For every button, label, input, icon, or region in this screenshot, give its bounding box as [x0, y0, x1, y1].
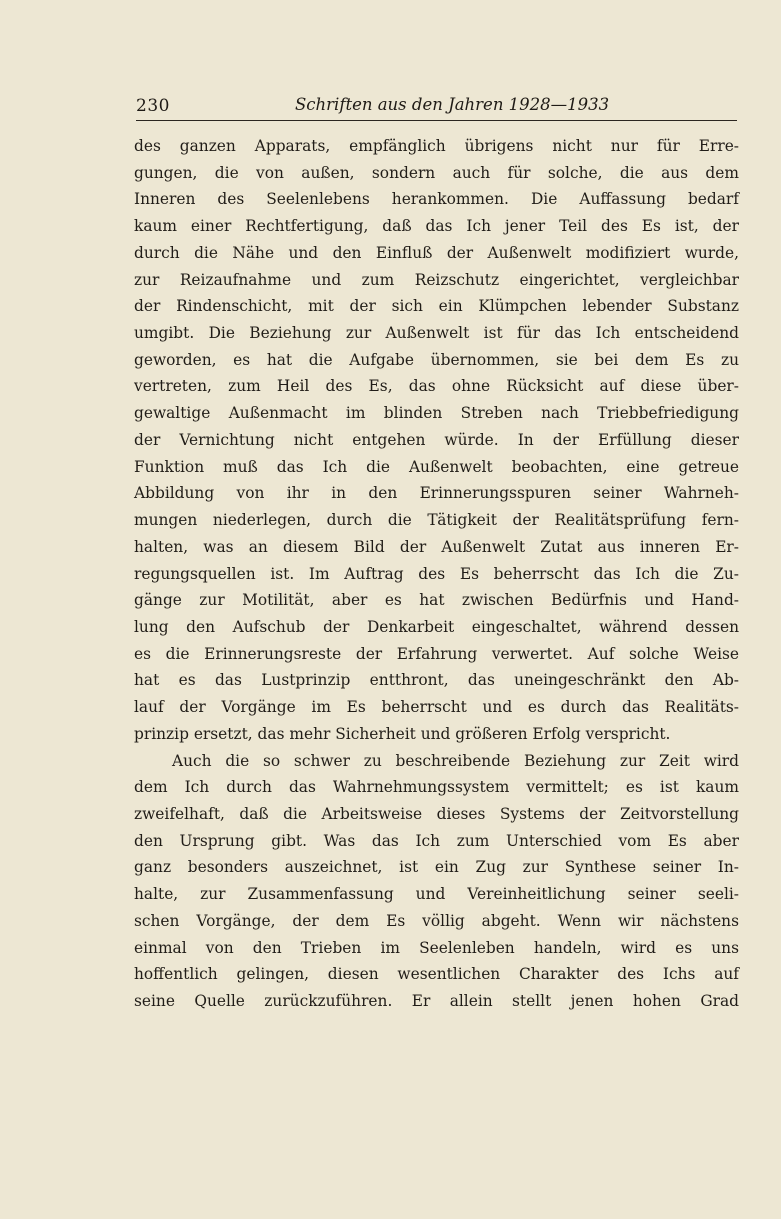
- body-text: [134, 133, 739, 1015]
- text-line: der Rindenschicht, mit der sich ein Klümpchen lebender Substanz: [134, 297, 739, 316]
- text-line: den Ursprung gibt. Was das Ich zum Unterschied vom Es aber: [134, 831, 739, 850]
- text-line: zweifelhaft, daß die Arbeitsweise dieses Systems der Zeitvorstellung: [134, 804, 739, 823]
- running-head: [136, 90, 737, 121]
- text-line: regungsquellen ist. Im Auftrag des Es beherrscht das Ich die Zu-: [134, 564, 739, 583]
- paragraph-end-line: prinzip ersetzt, das mehr Sicherheit und größeren Erfolg verspricht.: [134, 724, 671, 743]
- text-line: hoffentlich gelingen, diesen wesentlichen Charakter des Ichs auf: [134, 965, 739, 984]
- text-line: gänge zur Motilität, aber es hat zwischen Bedürfnis und Hand-: [134, 591, 739, 610]
- text-line: gungen, die von außen, sondern auch für solche, die aus dem: [134, 163, 739, 182]
- text-line: dem Ich durch das Wahrnehmungssystem vermittelt; es ist kaum: [134, 778, 739, 797]
- text-line: halten, was an diesem Bild der Außenwelt Zutat aus inneren Er-: [134, 537, 739, 556]
- page-number: 230: [136, 96, 170, 116]
- text-line: gewaltige Außenmacht im blinden Streben nach Triebbefriedigung: [134, 404, 739, 423]
- text-line: Inneren des Seelenlebens herankommen. Die Auffassung bedarf: [134, 190, 739, 209]
- text-line: hat es das Lustprinzip entthront, das uneingeschränkt den Ab-: [134, 671, 739, 690]
- text-line: zur Reizaufnahme und zum Reizschutz eingerichtet, vergleichbar: [134, 270, 739, 289]
- text-line: umgibt. Die Beziehung zur Außenwelt ist für das Ich entscheidend: [134, 324, 739, 343]
- text-line: des ganzen Apparats, empfänglich übrigens nicht nur für Erre-: [134, 137, 739, 155]
- text-line: mungen niederlegen, durch die Tätigkeit der Realitätsprüfung fern-: [134, 511, 739, 530]
- text-line: kaum einer Rechtfertigung, daß das Ich jener Teil des Es ist, der: [134, 217, 739, 236]
- text-line: lung den Aufschub der Denkarbeit eingeschaltet, während dessen: [134, 617, 739, 636]
- text-line: ganz besonders auszeichnet, ist ein Zug zur Synthese seiner In-: [134, 858, 739, 877]
- text-line: schen Vorgänge, der dem Es völlig abgeht. Wenn wir nächstens: [134, 911, 739, 930]
- text-line: halte, zur Zusammenfassung und Vereinheitlichung seiner seeli-: [134, 885, 739, 904]
- text-line: lauf der Vorgänge im Es beherrscht und es durch das Realitäts-: [134, 698, 739, 717]
- text-line: vertreten, zum Heil des Es, das ohne Rücksicht auf diese über-: [134, 377, 739, 396]
- text-line: seine Quelle zurückzuführen. Er allein stellt jenen hohen Grad: [134, 992, 739, 1010]
- text-line: geworden, es hat die Aufgabe übernommen, sie bei dem Es zu: [134, 350, 739, 369]
- text-line: Abbildung von ihr in den Erinnerungsspuren seiner Wahrneh-: [134, 484, 739, 503]
- running-head-title: Schriften aus den Jahren 1928—1933: [295, 95, 610, 114]
- text-line: der Vernichtung nicht entgehen würde. In der Erfüllung dieser: [134, 430, 739, 449]
- text-line: es die Erinnerungsreste der Erfahrung verwertet. Auf solche Weise: [134, 644, 739, 663]
- text-line: Funktion muß das Ich die Außenwelt beobachten, eine getreue: [134, 457, 739, 476]
- text-line: einmal von den Trieben im Seelenleben handeln, wird es uns: [134, 938, 739, 957]
- paragraph-start-line: Auch die so schwer zu beschreibende Beziehung zur Zeit wird: [172, 751, 739, 770]
- text-line: durch die Nähe und den Einfluß der Außenwelt modifiziert wurde,: [134, 243, 739, 262]
